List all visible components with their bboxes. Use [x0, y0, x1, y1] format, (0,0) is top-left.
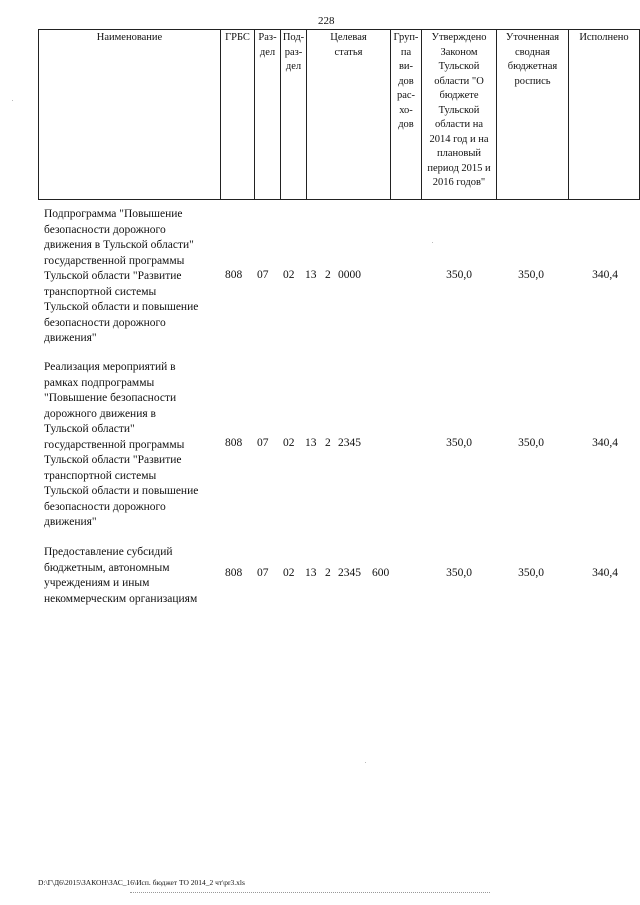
row-expense-group: 600 — [372, 567, 390, 579]
header-refined: Уточненная сводная бюджетная роспись — [497, 30, 569, 200]
row-section: 07 — [257, 269, 269, 281]
row-executed: 340,4 — [592, 437, 618, 449]
row-subsection: 02 — [283, 567, 295, 579]
row-article-subprogram: 2 — [325, 567, 331, 579]
row-article-code: 2345 — [338, 437, 361, 449]
row-article-subprogram: 2 — [325, 269, 331, 281]
scan-speck — [12, 100, 13, 101]
row-grbs: 808 — [225, 437, 243, 449]
row-section: 07 — [257, 437, 269, 449]
row-name: Реализация мероприятий в рамках подпрограммы "Повышение безопасности дорожного движения в Тульской области" государственной программы Тульской области "Развитие транспортной системы Тульской области и повышение безопасности дорожного движения" — [44, 361, 199, 528]
header-expense-group: Груп- па ви- дов рас- хо- дов — [391, 30, 422, 200]
row-name: Подпрограмма "Повышение безопасности дорожного движения в Тульской области" государственной программы Тульской области "Развитие транспортной системы Тульской области и повышение безопасности дорожного движения" — [44, 208, 199, 344]
row-article-code: 0000 — [338, 269, 361, 281]
row-grbs: 808 — [225, 567, 243, 579]
header-subsection: Под- раз- дел — [281, 30, 307, 200]
row-article-program: 13 — [305, 269, 317, 281]
header-section: Раз- дел — [255, 30, 281, 200]
header-name: Наименование — [39, 30, 221, 200]
table-row — [0, 360, 640, 532]
row-article-program: 13 — [305, 437, 317, 449]
row-refined: 350,0 — [518, 269, 544, 281]
scan-speck — [365, 762, 366, 763]
row-refined: 350,0 — [518, 567, 544, 579]
footer-rule — [130, 892, 490, 893]
header-approved: Утверждено Законом Тульской области "О бюджете Тульской области на 2014 год и на плановый период 2015 и 2016 годов" — [422, 30, 497, 200]
header-target-article: Целевая статья — [307, 30, 391, 200]
row-grbs: 808 — [225, 269, 243, 281]
row-name: Предоставление субсидий бюджетным, автономным учреждениям и иным некоммерческим организациям — [44, 546, 198, 605]
table-row — [0, 207, 640, 347]
scan-speck — [432, 242, 433, 243]
header-grbs: ГРБС — [221, 30, 255, 200]
row-executed: 340,4 — [592, 269, 618, 281]
row-article-program: 13 — [305, 567, 317, 579]
row-subsection: 02 — [283, 437, 295, 449]
table-header — [38, 29, 640, 200]
header-executed: Исполнено — [569, 30, 640, 200]
row-article-code: 2345 — [338, 567, 361, 579]
row-subsection: 02 — [283, 269, 295, 281]
row-executed: 340,4 — [592, 567, 618, 579]
row-article-subprogram: 2 — [325, 437, 331, 449]
page-number: 228 — [318, 15, 335, 27]
row-refined: 350,0 — [518, 437, 544, 449]
footer-file-path: D:\Г\Д6\2015\ЗАКОН\ЗАС_16\Исп. бюджет ТО 2014_2 чт\pr3.xls — [38, 878, 245, 887]
row-section: 07 — [257, 567, 269, 579]
row-approved: 350,0 — [446, 269, 472, 281]
table-row — [0, 545, 640, 609]
row-approved: 350,0 — [446, 567, 472, 579]
row-approved: 350,0 — [446, 437, 472, 449]
